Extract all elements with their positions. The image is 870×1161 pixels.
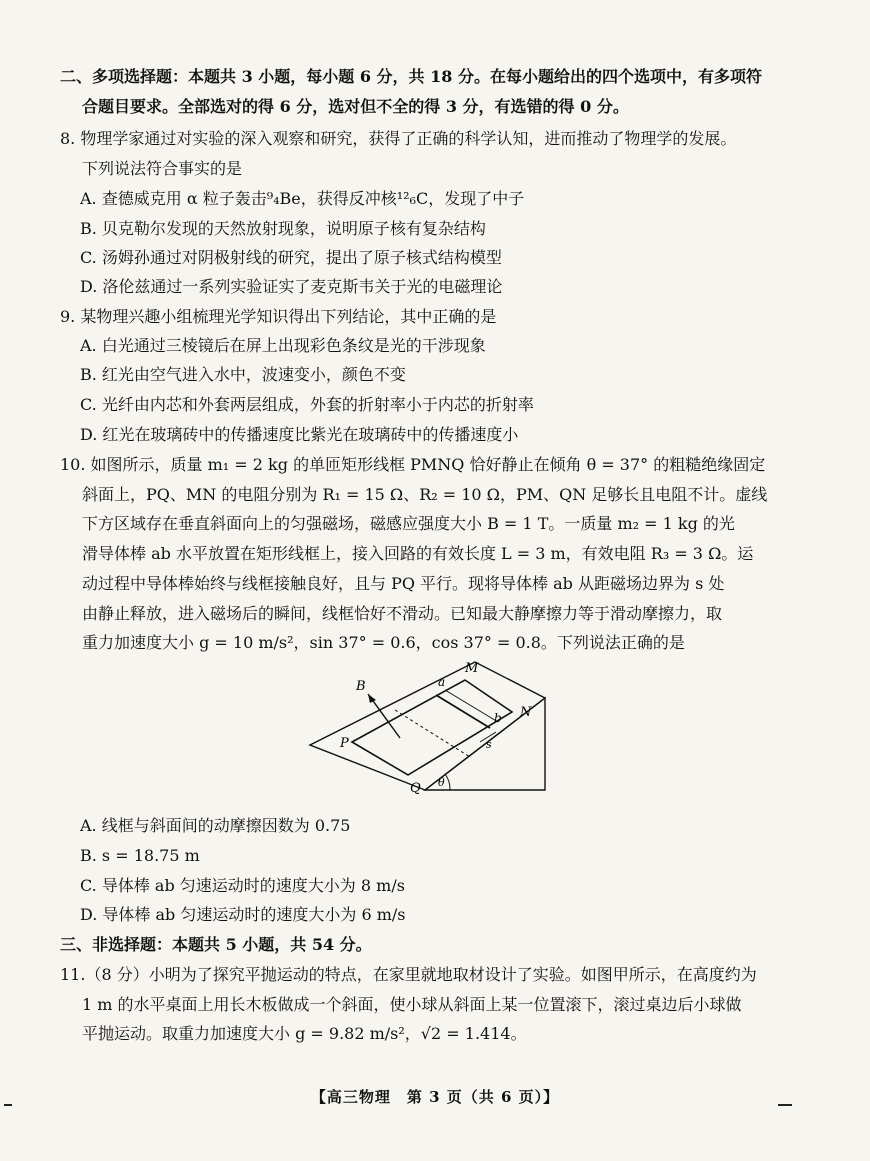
- q8-option-d: D. 洛伦兹通过一系列实验证实了麦克斯韦关于光的电磁理论: [80, 277, 503, 296]
- label-p: P: [340, 736, 349, 751]
- b-field-arrowhead: [368, 694, 376, 703]
- q8-option-a: A. 查德威克用 α 粒子轰击⁹₄Be，获得反冲核¹²₆C，发现了中子: [80, 189, 525, 208]
- q8-stem-line2: 下列说法符合事实的是: [82, 159, 243, 178]
- q10-line6: 由静止释放，进入磁场后的瞬间，线框恰好不滑动。已知最大静摩擦力等于滑动摩擦力，取: [82, 604, 723, 623]
- margin-mark-right: [778, 1104, 792, 1106]
- label-b-field: B: [356, 679, 366, 694]
- theta-arc: [445, 774, 450, 790]
- q8-option-c: C. 汤姆孙通过对阴极射线的研究，提出了原子核式结构模型: [80, 248, 502, 267]
- q10-line5: 动过程中导体棒始终与线框接触良好，且与 PQ 平行。现将导体棒 ab 从距磁场边界为 s 处: [82, 574, 725, 593]
- q11-line1: 11.（8 分）小明为了探究平抛运动的特点，在家里就地取材设计了实验。如图甲所示，在高度约为: [60, 965, 757, 984]
- label-m: M: [465, 661, 479, 676]
- q10-option-a: A. 线框与斜面间的动摩擦因数为 0.75: [80, 816, 351, 835]
- q9-stem: 9. 某物理兴趣小组梳理光学知识得出下列结论，其中正确的是: [60, 307, 497, 326]
- q10-line1: 10. 如图所示，质量 m₁ = 2 kg 的单匝矩形线框 PMNQ 恰好静止在倾角 θ = 37° 的粗糙绝缘固定: [60, 455, 766, 474]
- margin-mark-left: [4, 1104, 12, 1106]
- q10-line7: 重力加速度大小 g = 10 m/s²，sin 37° = 0.6，cos 37° = 0.8。下列说法正确的是: [82, 633, 685, 652]
- section3-heading: 三、非选择题：本题共 5 小题，共 54 分。: [60, 935, 372, 954]
- label-a: a: [438, 675, 446, 689]
- q8-stem-line1: 8. 物理学家通过对实验的深入观察和研究，获得了正确的科学认知，进而推动了物理学的发展。: [60, 129, 737, 148]
- q11-line3: 平抛运动。取重力加速度大小 g = 9.82 m/s²，√2 = 1.414。: [82, 1024, 527, 1043]
- section2-heading-line1: 二、多项选择题：本题共 3 小题，每小题 6 分，共 18 分。在每小题给出的四个选项中，有多项符: [60, 67, 762, 86]
- q10-option-d: D. 导体棒 ab 匀速运动时的速度大小为 6 m/s: [80, 905, 406, 924]
- q8-option-b: B. 贝克勒尔发现的天然放射现象，说明原子核有复杂结构: [80, 219, 486, 238]
- magnetic-boundary-dashed: [395, 710, 470, 757]
- q9-option-a: A. 白光通过三棱镜后在屏上出现彩色条纹是光的干涉现象: [80, 336, 486, 355]
- q10-incline-figure: [300, 650, 560, 810]
- q10-line2: 斜面上，PQ、MN 的电阻分别为 R₁ = 15 Ω、R₂ = 10 Ω，PM、QN 足够长且电阻不计。虚线: [82, 485, 768, 504]
- q11-line2: 1 m 的水平桌面上用长木板做成一个斜面，使小球从斜面上某一位置滚下，滚过桌边后小球做: [82, 995, 742, 1014]
- label-theta: θ: [438, 776, 445, 789]
- q10-option-c: C. 导体棒 ab 匀速运动时的速度大小为 8 m/s: [80, 876, 405, 895]
- q10-option-b: B. s = 18.75 m: [80, 846, 200, 865]
- rod-ab: [436, 695, 490, 728]
- q10-line4: 滑导体棒 ab 水平放置在矩形线框上，接入回路的有效长度 L = 3 m，有效电阻 R₃ = 3 Ω。运: [82, 544, 754, 563]
- label-q: Q: [410, 781, 421, 796]
- incline-top-face: [310, 662, 545, 790]
- q9-option-d: D. 红光在玻璃砖中的传播速度比紫光在玻璃砖中的传播速度小: [80, 425, 519, 444]
- label-s: s: [486, 738, 492, 751]
- page-footer: 【高三物理 第 3 页（共 6 页）】: [310, 1088, 560, 1106]
- q9-option-b: B. 红光由空气进入水中，波速变小，颜色不变: [80, 365, 406, 384]
- q9-option-c: C. 光纤由内芯和外套两层组成，外套的折射率小于内芯的折射率: [80, 395, 534, 414]
- q10-line3: 下方区域存在垂直斜面向上的匀强磁场，磁感应强度大小 B = 1 T。一质量 m₂ = 1 kg 的光: [82, 514, 735, 533]
- label-b-rod: b: [494, 711, 502, 725]
- section2-heading-line2: 合题目要求。全部选对的得 6 分，选对但不全的得 3 分，有选错的得 0 分。: [82, 97, 629, 116]
- label-n: N: [520, 705, 532, 720]
